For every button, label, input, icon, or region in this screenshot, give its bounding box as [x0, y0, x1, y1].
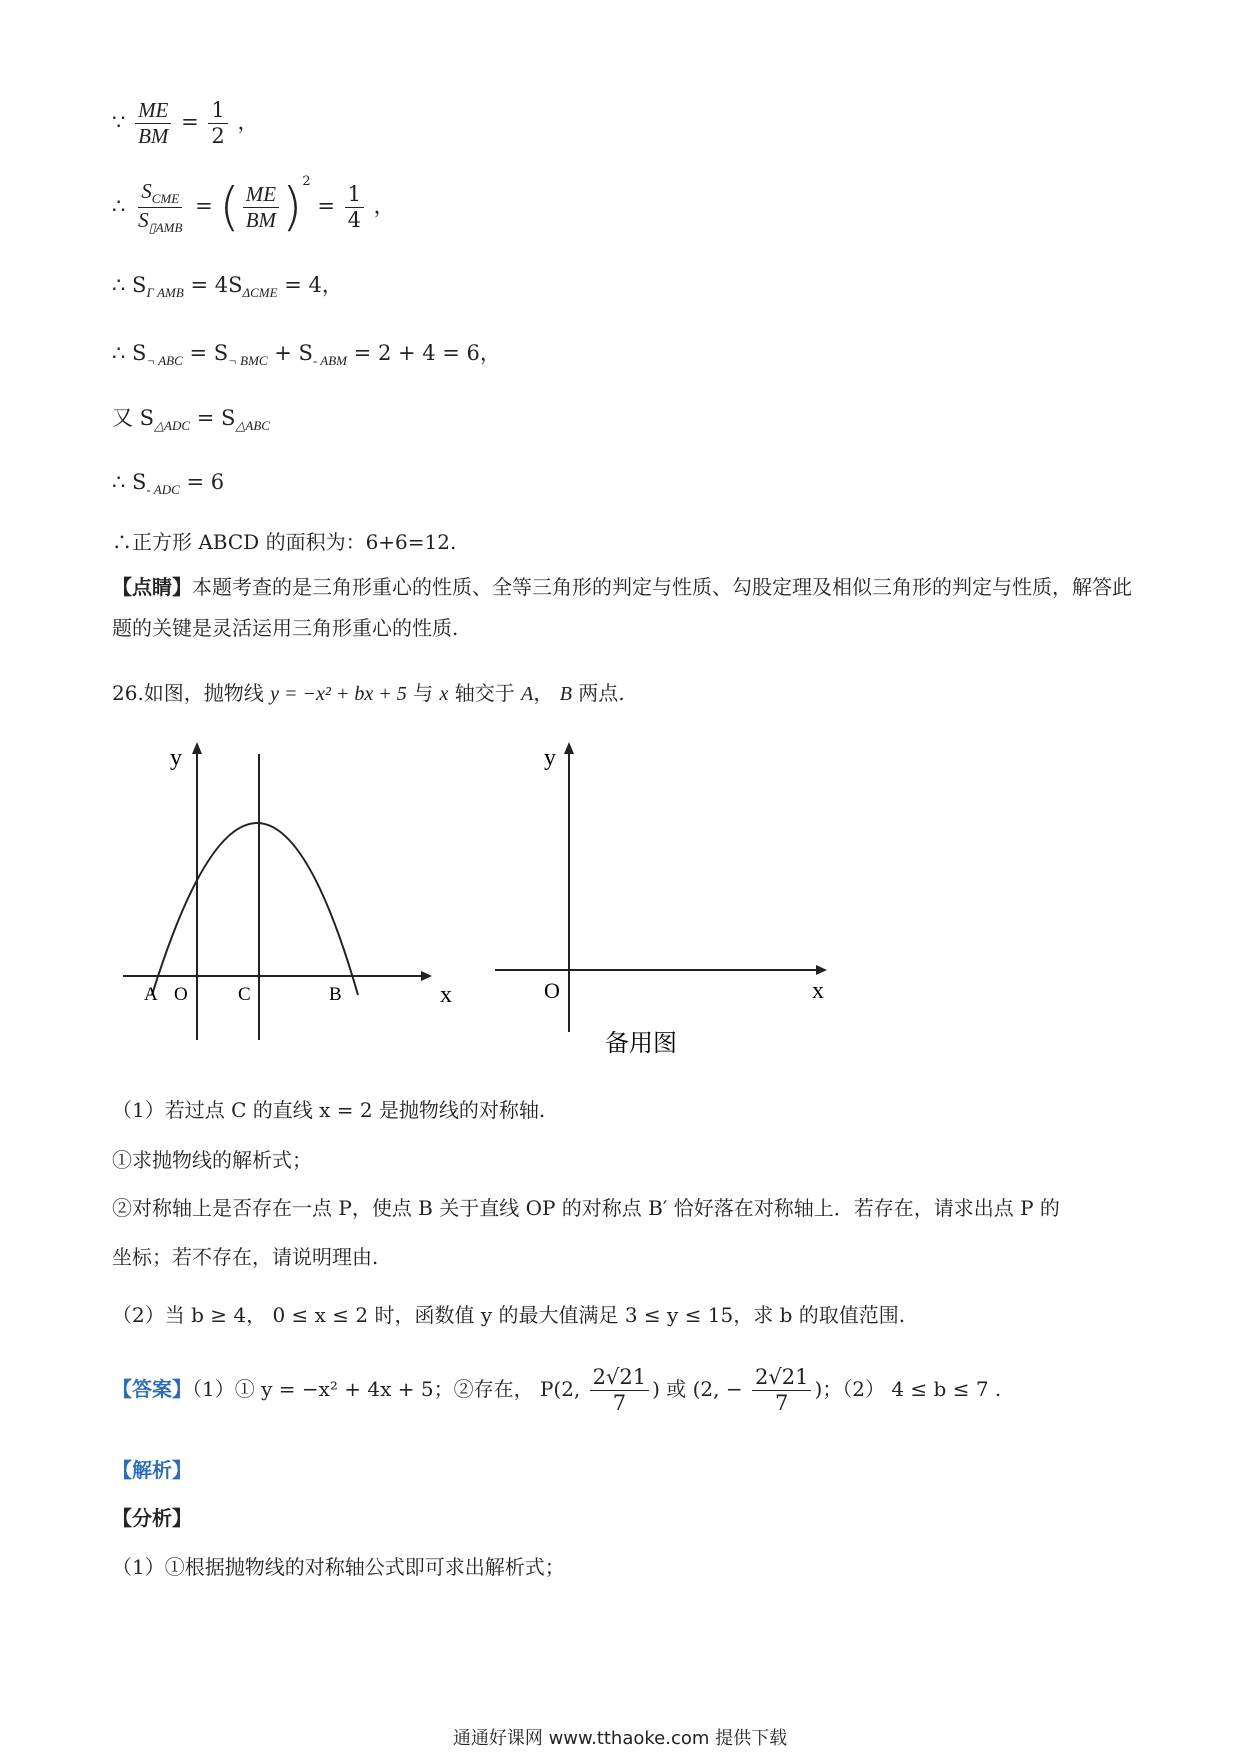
jiexi-label: 【解析】 [112, 1458, 192, 1482]
footer-credit: 通通好课网 www.tthaoke.com 提供下载 [452, 1728, 788, 1749]
eq-line-4: ∴ $S_{\neg ABC} = S_{\neg BMC} + S_{- ABM} = 2 + 4 = 6$， [112, 341, 501, 368]
question-1-2: ②对称轴上是否存在一点 P，使点 B 关于直线 OP 的对称点 B′ 恰好落在对称轴上．若存在，请求出点 P 的 [112, 1196, 1060, 1220]
eq-line-6: ∴ $S_{- ADC} = 6$ [112, 470, 225, 497]
origin-label-2: O [544, 978, 560, 1003]
fraction-one-half: $\frac{1}{2}$ [208, 100, 227, 147]
analysis-line: （1）①根据抛物线的对称轴公式即可求出解析式； [112, 1555, 565, 1579]
answer-fraction-1: $\frac{2√21}{7}$ [590, 1367, 649, 1414]
backup-figure [490, 740, 840, 1060]
fraction-area-ratio: $\frac{S_{CME}}{S_{▯AMB}}$ [138, 179, 183, 235]
area-conclusion: ∴正方形 ABCD 的面积为：6+6=12. [112, 530, 457, 554]
x-axis-label-2: x [812, 978, 824, 1004]
eq-line-2: ∴ $\frac{S_{CME}}{S_{▯AMB}}$ = ( $\frac{ME}{BM}$ )$^2$ = $\frac{1}{4}$ ， [112, 174, 395, 238]
dianjing-label: 【点睛】 [112, 575, 192, 599]
y-axis-label-2: y [544, 745, 556, 771]
figure-caption: 备用图 [605, 1029, 677, 1057]
point-c-label: C [238, 984, 251, 1005]
eq-line-1: ∵ $\frac{ME}{BM}$ = $\frac{1}{2}$ ， [112, 98, 259, 148]
answer-fraction-2: $\frac{2√21}{7}$ [752, 1367, 811, 1414]
fraction-me-bm: $\frac{ME}{BM}$ [135, 100, 171, 147]
point-b-label: B [329, 984, 342, 1005]
y-axis-label: y [170, 745, 182, 771]
because-symbol: ∵ [112, 110, 126, 134]
eq-line-3: ∴ $S_{\Gamma AMB} = 4S_{\Delta CME} = 4$， [112, 273, 343, 300]
q26-intro: 26.如图，抛物线 y = −x² + bx + 5 与 x 轴交于 A， B 两点. [112, 681, 625, 705]
fenxi-label: 【分析】 [112, 1506, 192, 1530]
origin-label: O [174, 984, 188, 1005]
fraction-me-bm-squared: $\frac{ME}{BM}$ [243, 184, 279, 231]
parabola-figure [118, 740, 458, 1050]
eq-line-5: 又 $S_{\triangle ADC} = S_{\triangle ABC}$ [112, 406, 270, 433]
fraction-one-quarter: $\frac{1}{4}$ [345, 184, 364, 231]
question-2: （2）当 b ≥ 4， 0 ≤ x ≤ 2 时，函数值 y 的最大值满足 3 ≤ y ≤ 15，求 b 的取值范围. [112, 1303, 906, 1327]
answer-line: 【答案】（1）① y = −x² + 4x + 5；②存在， P(2, $\frac{2√21}{7}$ ) 或 (2, − $\frac{2√21}{7}$ )；（2） 4 ≤ b ≤ 7 . [112, 1365, 1002, 1415]
point-a-label: A [144, 984, 158, 1005]
question-1-1: ①求抛物线的解析式； [112, 1148, 312, 1172]
question-1-2-cont: 坐标；若不存在，请说明理由. [112, 1245, 379, 1269]
question-1: （1）若过点 C 的直线 x = 2 是抛物线的对称轴. [112, 1098, 546, 1122]
x-axis-label: x [440, 982, 452, 1008]
answer-label: 【答案】 [112, 1377, 192, 1401]
dianjing-paragraph: 【点睛】本题考查的是三角形重心的性质、全等三角形的判定与性质、勾股定理及相似三角形的判定与性质，解答此题的关键是灵活运用三角形重心的性质. [112, 575, 1132, 640]
